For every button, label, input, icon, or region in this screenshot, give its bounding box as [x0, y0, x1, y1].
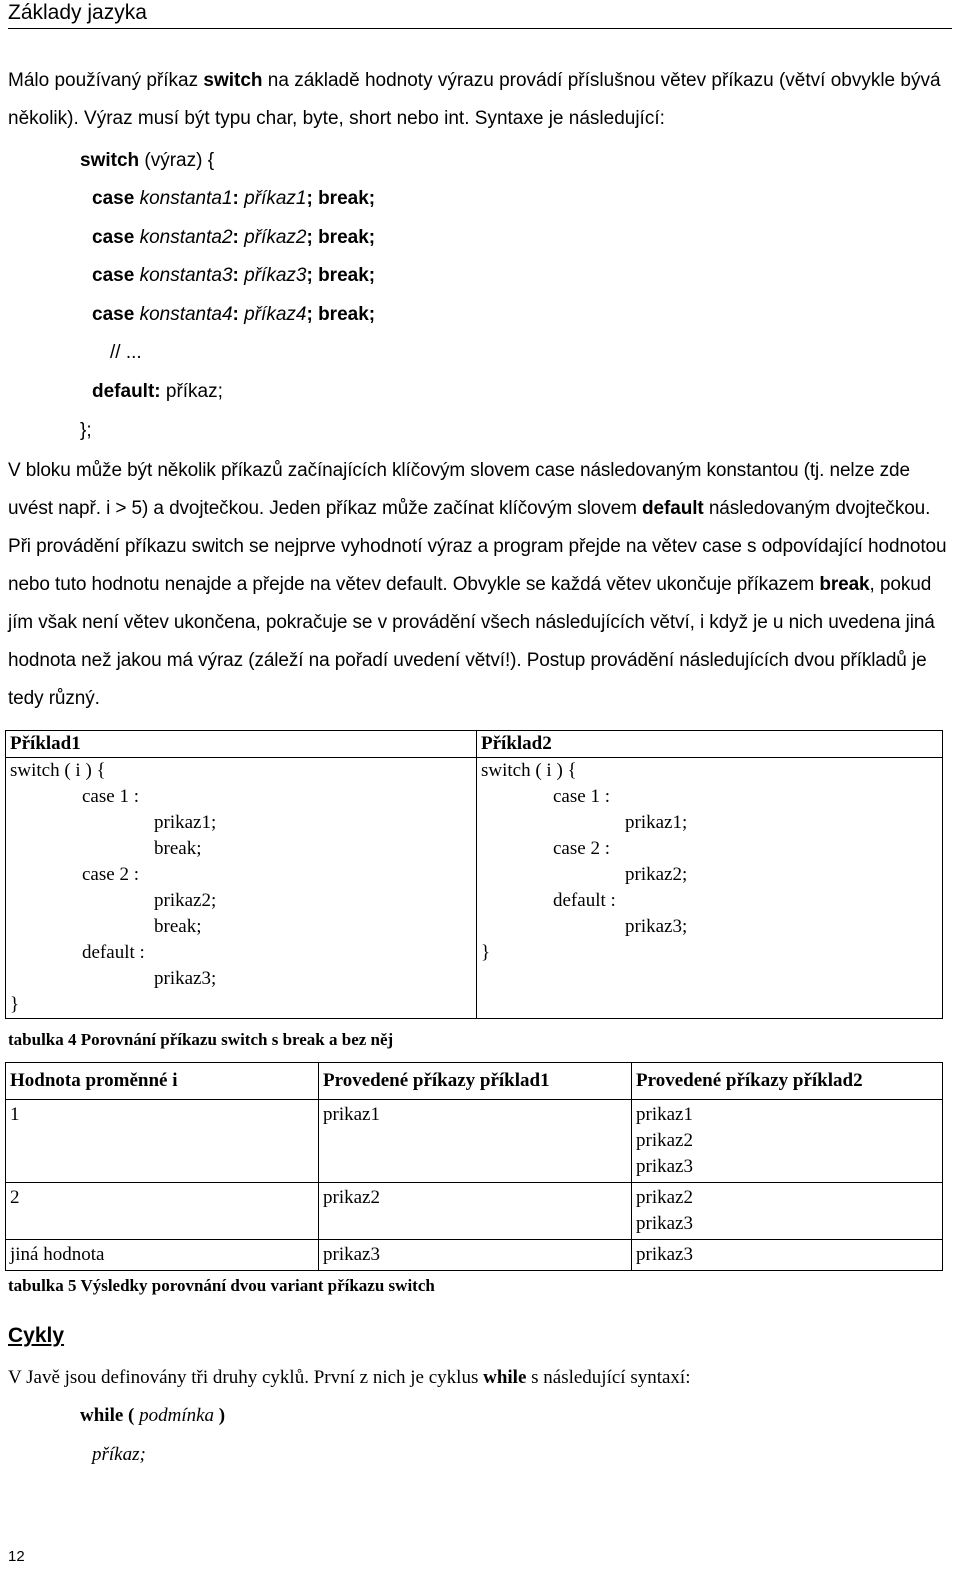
code-line: case 2 : — [553, 838, 610, 859]
code-line: prikaz2; — [154, 890, 217, 911]
case-constant: konstanta3 — [139, 265, 233, 286]
syntax-case-line: case konstanta4: příkaz4; break; — [92, 303, 376, 325]
table-header-row — [6, 1063, 943, 1100]
default-keyword: default: — [92, 381, 161, 402]
syntax-close-line — [80, 412, 92, 451]
body-text-3: Při provádění příkazu switch se nejprve vyhodnotí výraz a program přejde na větev case s odpovídající hodnotou nebo tuto hodnotu nenajde a přejde na větev default. — [8, 536, 947, 595]
case-command: příkaz2 — [244, 226, 307, 248]
switch-syntax-block — [80, 142, 214, 181]
page-header-title: Základy jazyka — [8, 0, 952, 29]
body-text-5: , pokud jím však není větev ukončena, pokračuje se v provádění všech následujících větví, i když je u nich uvedena jiná hodnota než jakou má výraz (záleží na pořadí uvedení větví!). Postup provádění následujících dvou příkladů je tedy různý. — [8, 574, 935, 709]
intro-text-2: na základě hodnoty výrazu provádí příslušnou větev příkazu (větví obvykle bývá několik). Výraz musí být typu char, byte, short nebo int. Syntaxe je následující: — [8, 70, 941, 129]
code-line: case 1 : — [553, 786, 610, 807]
cell-line: prikaz2 — [636, 1130, 693, 1151]
code-line: default : — [82, 942, 145, 963]
default-command: příkaz; — [160, 381, 223, 402]
table2-caption: tabulka 5 Výsledky porovnání dvou variant příkazu switch — [8, 1276, 435, 1295]
table-cell: jiná hodnota — [6, 1240, 319, 1271]
code-line: switch ( i ) { — [10, 760, 106, 781]
table-row — [6, 1240, 943, 1271]
cycles-text-1: V Javě jsou definovány tři druhy cyklů. První z nich je cyklus — [8, 1367, 484, 1388]
syntax-default-line — [92, 373, 223, 412]
cell-line: prikaz3 — [636, 1244, 693, 1265]
case-colon: : — [232, 265, 239, 286]
syntax-case-line: case konstanta1: příkaz1; break; — [92, 188, 376, 209]
comparison-table — [5, 730, 943, 1019]
code-line: prikaz3; — [625, 916, 688, 937]
syntax-comment-line — [110, 334, 142, 373]
table-cell: 1 — [6, 1100, 319, 1183]
table-header-row — [6, 731, 943, 758]
table-cell: 2 — [6, 1183, 319, 1240]
syntax-comment: // ... — [110, 342, 142, 363]
break-keyword: break; — [318, 188, 376, 209]
while-condition: podmínka — [134, 1405, 219, 1426]
case-command: příkaz4 — [244, 303, 307, 325]
case-command: příkaz1 — [244, 188, 307, 209]
results-table — [5, 1062, 943, 1271]
syntax-case-line: case konstanta3: příkaz3; break; — [92, 265, 376, 286]
body-keyword-default: default — [642, 498, 704, 519]
code-line: case 2 : — [82, 864, 139, 885]
break-keyword: break; — [318, 303, 376, 325]
body-text-2: následovaným dvojtečkou. — [703, 498, 931, 519]
table-cell: prikaz3 — [319, 1240, 632, 1271]
while-keyword-inline: while — [483, 1367, 527, 1388]
table-cell: prikaz1 — [319, 1100, 632, 1183]
example1-code-cell — [6, 758, 477, 1019]
intro-keyword: switch — [203, 70, 263, 91]
body-paragraph — [8, 452, 952, 718]
while-body-line — [92, 1436, 146, 1475]
case-constant: konstanta4 — [139, 303, 233, 325]
case-constant: konstanta1 — [139, 188, 233, 209]
case-colon: : — [232, 188, 239, 209]
body-text-4: Obvykle se každá větev ukončuje příkazem — [447, 574, 820, 595]
while-syntax-line — [80, 1397, 225, 1436]
while-close-paren: ) — [218, 1405, 226, 1426]
table-cell — [632, 1183, 943, 1240]
section-heading: Cykly — [8, 1324, 65, 1347]
table-row — [6, 758, 943, 1019]
body-keyword-break: break — [819, 574, 870, 595]
cell-line: prikaz2 — [636, 1187, 693, 1208]
code-line: switch ( i ) { — [481, 760, 577, 781]
table-cell — [632, 1240, 943, 1271]
code-line: prikaz1; — [625, 812, 688, 833]
case-keyword: case — [92, 226, 135, 248]
table-row — [6, 1100, 943, 1183]
code-line: default : — [553, 890, 616, 911]
code-line: case 1 : — [82, 786, 139, 807]
code-line: prikaz1; — [154, 812, 217, 833]
syntax-case-lines — [92, 180, 375, 334]
syntax-close: }; — [80, 420, 92, 441]
cell-line: prikaz1 — [636, 1104, 693, 1125]
syntax-case-line: case konstanta2: příkaz2; break; — [92, 226, 376, 248]
while-keyword: while ( — [80, 1405, 135, 1426]
case-constant: konstanta2 — [139, 226, 233, 248]
case-command: příkaz3 — [244, 265, 307, 286]
table-cell: prikaz2 — [319, 1183, 632, 1240]
code-line: prikaz3; — [154, 968, 217, 989]
table-header-cell: Hodnota proměnné i — [6, 1063, 319, 1100]
code-line: } — [10, 994, 20, 1015]
code-line: break; — [154, 916, 202, 937]
table-header-cell: Příklad1 — [6, 731, 477, 758]
code-line: prikaz2; — [625, 864, 688, 885]
table1-caption: tabulka 4 Porovnání příkazu switch s break a bez něj — [8, 1030, 394, 1049]
cycles-text-2: s následující syntaxí: — [526, 1367, 691, 1388]
example2-code-cell — [477, 758, 943, 1019]
case-keyword: case — [92, 265, 135, 286]
break-keyword: break; — [318, 265, 376, 286]
table-header-cell: Příklad2 — [477, 731, 943, 758]
table-cell — [632, 1100, 943, 1183]
code-line: } — [481, 942, 491, 963]
cell-line: prikaz3 — [636, 1213, 693, 1234]
table-header-cell: Provedené příkazy příklad1 — [319, 1063, 632, 1100]
case-colon: : — [232, 303, 239, 325]
code-line: break; — [154, 838, 202, 859]
cell-line: prikaz3 — [636, 1156, 693, 1177]
switch-expression: (výraz) { — [139, 150, 215, 171]
body-text-1: V bloku může být několik příkazů začínajících klíčovým slovem case následovaným konstantou (tj. nelze zde uvést např. i > 5) a dvojtečkou. Jeden příkaz může začínat klíčovým slovem — [8, 460, 910, 519]
case-keyword: case — [92, 303, 135, 325]
intro-paragraph — [8, 62, 952, 138]
syntax-line-open — [80, 142, 214, 181]
table-header-cell: Provedené příkazy příklad2 — [632, 1063, 943, 1100]
switch-keyword: switch — [80, 150, 140, 171]
case-colon: : — [232, 226, 239, 248]
intro-text-1: Málo používaný příkaz — [8, 70, 204, 91]
table-row — [6, 1183, 943, 1240]
page-number: 12 — [8, 1548, 25, 1565]
cycles-paragraph — [8, 1359, 952, 1397]
while-body: příkaz; — [92, 1444, 146, 1465]
case-keyword: case — [92, 188, 135, 209]
break-keyword: break; — [318, 226, 376, 248]
